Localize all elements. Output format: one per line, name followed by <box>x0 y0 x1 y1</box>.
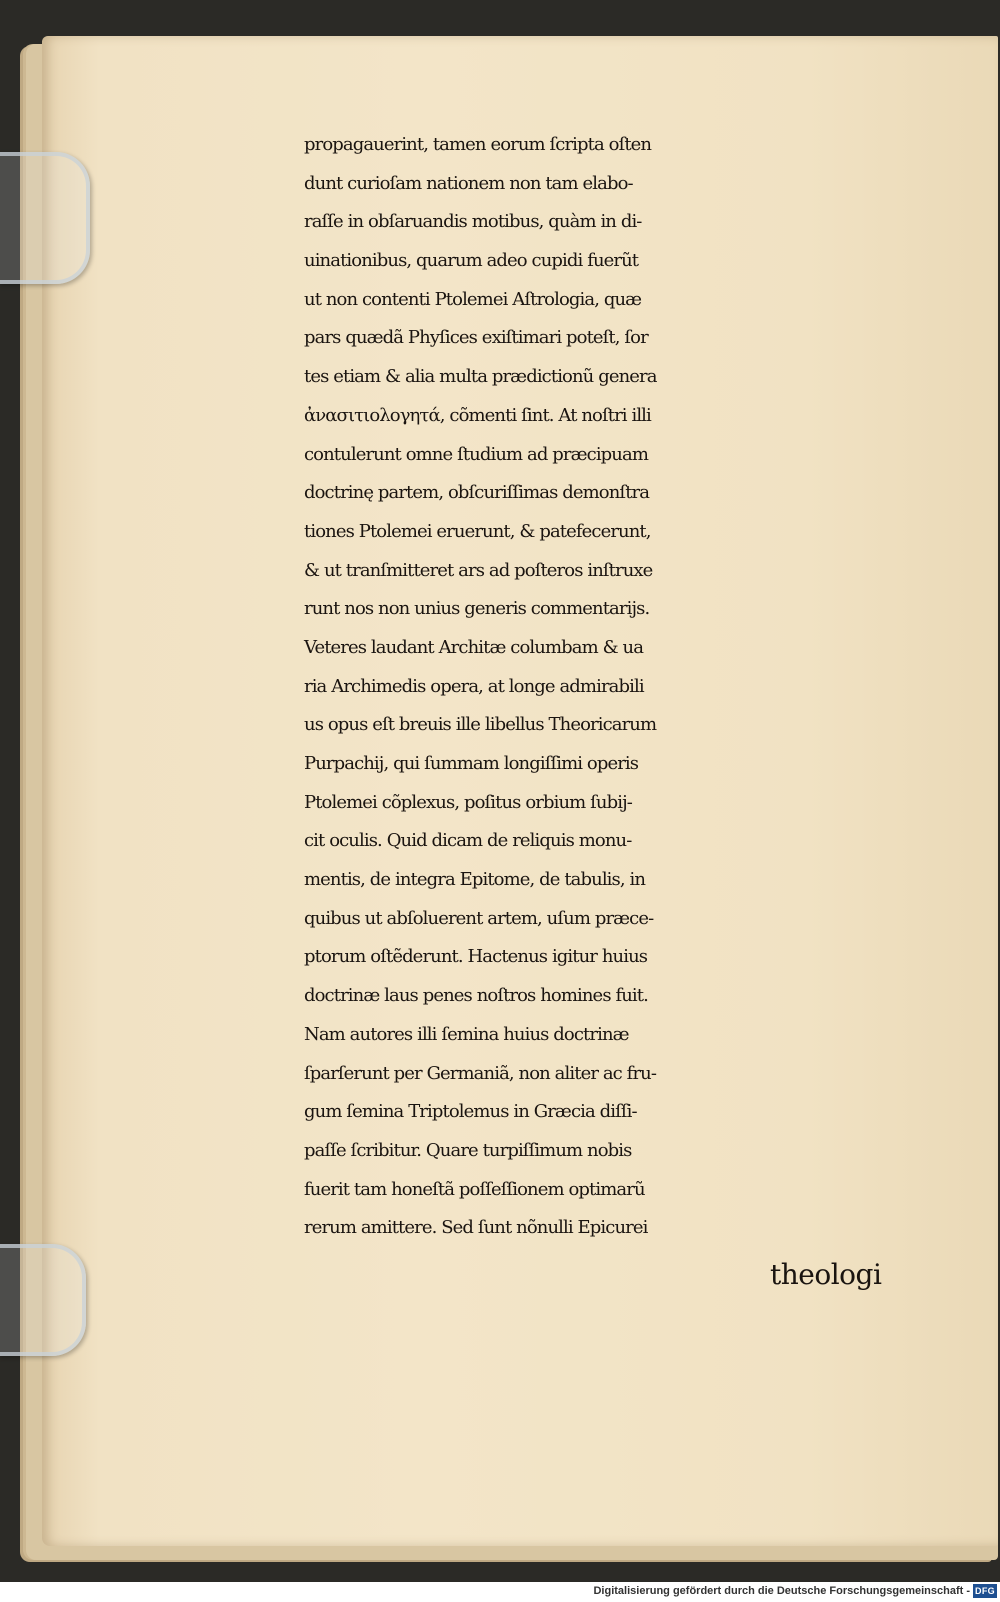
text-line: Veteres laudant Architæ columbam & ua <box>304 636 644 658</box>
catchword: theologi <box>770 1258 882 1291</box>
text-line: ἀνασιτιολογητά, cõmenti ſint. At noſtri illi <box>304 404 651 426</box>
text-line: ut non contenti Ptolemei Aſtrologia, quæ <box>304 288 642 310</box>
text-line: uinationibus, quarum adeo cupidi fuerũt <box>304 250 639 272</box>
digitization-credit: Digitalisierung gefördert durch die Deutsche Forschungsgemeinschaft - <box>593 1585 970 1597</box>
text-line: us opus eſt breuis ille libellus Theoricarum <box>304 714 657 736</box>
text-line: tiones Ptolemei eruerunt, & patefecerunt, <box>304 520 651 542</box>
text-line: paſſe ſcribitur. Quare turpiſſimum nobis <box>304 1139 632 1161</box>
text-line: mentis, de integra Epitome, de tabulis, in <box>304 869 646 891</box>
text-line: doctrinę partem, obſcuriſſimas demonſtra <box>304 482 650 504</box>
text-line: contulerunt omne ſtudium ad præcipuam <box>304 443 648 465</box>
text-line: pars quædã Phyſices exiſtimari poteſt, ſor <box>304 327 648 349</box>
text-line: fuerit tam honeſtã poſſeſſionem optimarũ <box>304 1178 645 1200</box>
text-line: tes etiam & alia multa prædictionũ genera <box>304 366 657 388</box>
text-line: ptorum oſtẽderunt. Hactenus igitur huius <box>304 946 648 968</box>
page-clip-bottom <box>0 1244 86 1356</box>
text-line: cit oculis. Quid dicam de reliquis monu- <box>304 830 632 852</box>
text-line: dunt curioſam nationem non tam elabo- <box>304 172 633 194</box>
text-line: Ptolemei cõplexus, poſitus orbium ſubij- <box>304 791 632 813</box>
text-line: gum ſemina Triptolemus in Græcia diſſi- <box>304 1101 637 1123</box>
page-clip-top <box>0 152 90 284</box>
text-line: propagauerint, tamen eorum ſcripta oſten <box>304 134 652 155</box>
text-line: Purpachij, qui ſummam longiſſimi operis <box>304 753 639 774</box>
dfg-logo-icon: DFG <box>973 1584 997 1598</box>
text-block <box>304 126 916 1248</box>
text-line: runt nos non unius generis commentarijs. <box>304 598 650 620</box>
text-line: ria Archimedis opera, at longe admirabili <box>304 675 644 697</box>
text-line: Nam autores illi ſemina huius doctrinæ <box>304 1023 629 1045</box>
text-line: doctrinæ laus penes noſtros homines fuit. <box>304 985 648 1007</box>
text-line: rerum amittere. Sed ſunt nõnulli Epicurei <box>304 1217 648 1239</box>
text-line: ſparſerunt per Germaniã, non aliter ac fru- <box>304 1062 657 1084</box>
text-line: & ut tranſmitteret ars ad poſteros inſtruxe <box>304 559 653 581</box>
text-line: quibus ut abſoluerent artem, uſum præce- <box>304 907 654 929</box>
text-line: raſſe in obſaruandis motibus, quàm in di- <box>304 211 642 233</box>
